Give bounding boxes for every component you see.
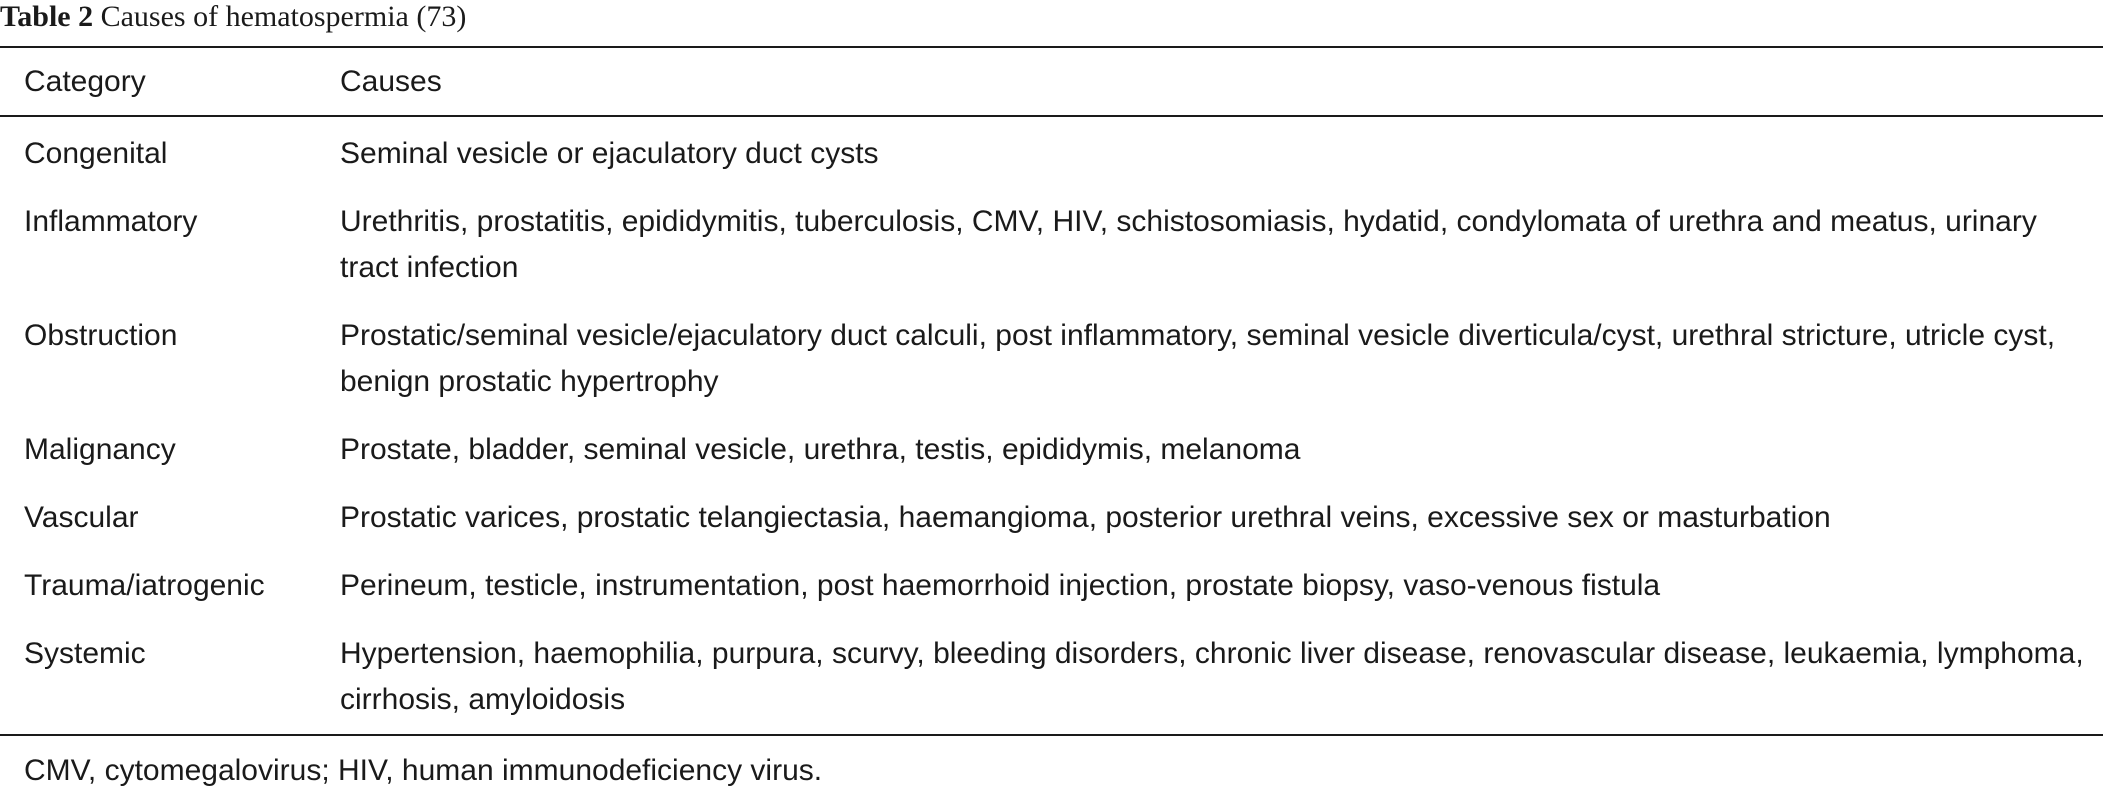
table-row — [0, 617, 2103, 729]
table-row — [0, 549, 2103, 617]
causes-cell: Perineum, testicle, instrumentation, post haemorrhoid injection, prostate biopsy, vaso-venous fistula — [340, 569, 1661, 602]
category-cell: Inflammatory — [24, 205, 198, 238]
table-caption-text: Causes of hematospermia (73) — [100, 0, 467, 33]
causes-cell: Prostatic/seminal vesicle/ejaculatory duct calculi, post inflammatory, seminal vesicle diverticula/cyst, urethral stricture, utricle cyst, benign prostatic hypertrophy — [340, 319, 2056, 398]
table-row — [0, 413, 2103, 481]
table-row — [0, 185, 2103, 299]
category-cell: Vascular — [24, 501, 139, 534]
table-header-row — [0, 48, 2103, 115]
causes-cell: Prostate, bladder, seminal vesicle, urethra, testis, epididymis, melanoma — [340, 433, 1301, 466]
table-row — [0, 481, 2103, 549]
header-causes: Causes — [340, 65, 442, 98]
causes-cell: Prostatic varices, prostatic telangiectasia, haemangioma, posterior urethral veins, excessive sex or masturbation — [340, 501, 1831, 534]
category-cell: Malignancy — [24, 433, 176, 466]
table-row — [0, 299, 2103, 413]
table-footnote: CMV, cytomegalovirus; HIV, human immunodeficiency virus. — [24, 754, 823, 787]
table-caption-label: Table 2 — [0, 0, 94, 33]
causes-cell: Urethritis, prostatitis, epididymitis, tuberculosis, CMV, HIV, schistosomiasis, hydatid, condylomata of urethra and meatus, urinary tract infection — [340, 205, 2037, 284]
table-body — [0, 117, 2103, 729]
category-cell: Trauma/iatrogenic — [24, 569, 265, 602]
category-cell: Systemic — [24, 637, 146, 670]
category-cell: Obstruction — [24, 319, 178, 352]
header-category: Category — [24, 65, 146, 98]
table-row — [0, 117, 2103, 185]
causes-cell: Hypertension, haemophilia, purpura, scurvy, bleeding disorders, chronic liver disease, renovascular disease, leukaemia, lymphoma, cirrhosis, amyloidosis — [340, 637, 2084, 716]
category-cell: Congenital — [24, 137, 168, 170]
table-caption — [0, 0, 466, 44]
causes-cell: Seminal vesicle or ejaculatory duct cysts — [340, 137, 879, 170]
